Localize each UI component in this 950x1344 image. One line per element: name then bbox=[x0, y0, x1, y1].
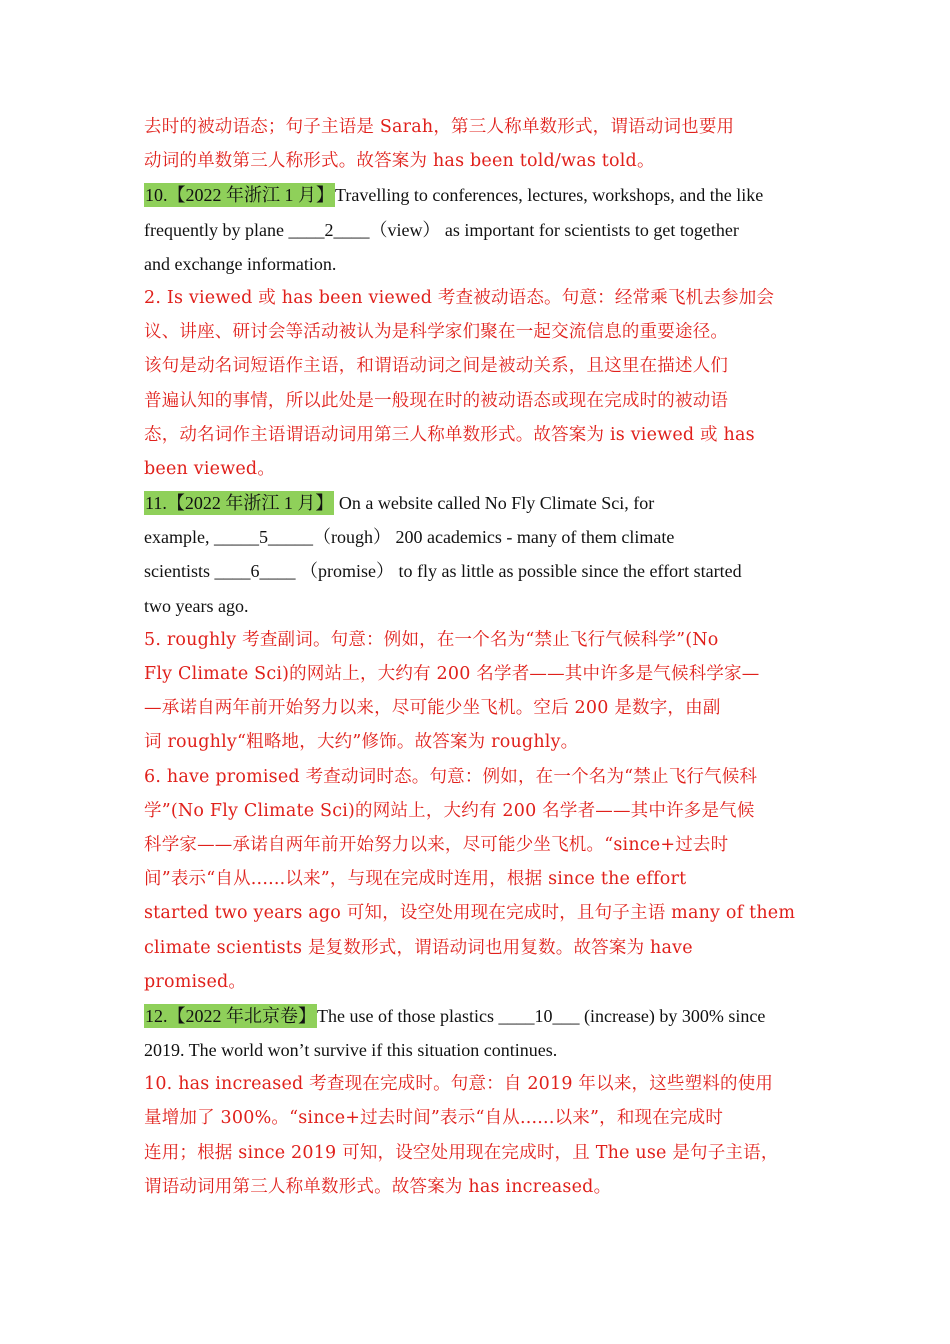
answer-explanation-line bbox=[144, 144, 810, 178]
question-source-tag: 11.【2022 年浙江 1 月】 bbox=[145, 493, 334, 514]
answer-explanation-line bbox=[144, 349, 810, 383]
line-text: Travelling to conferences, lectures, workshops, and the like bbox=[335, 185, 764, 206]
line-text: two years ago. bbox=[144, 595, 249, 616]
line-text: 2. Is viewed 或 has been viewed 考查被动语态。句意：经常乘飞机去参加会 bbox=[144, 287, 775, 308]
answer-explanation-line bbox=[144, 1136, 810, 1170]
question-line bbox=[144, 999, 810, 1033]
answer-explanation-line bbox=[144, 691, 810, 725]
line-text: started two years ago 可知，设空处用现在完成时，且句子主语 many of them bbox=[144, 903, 796, 924]
answer-explanation-line bbox=[144, 862, 810, 896]
line-text: promised。 bbox=[144, 971, 247, 992]
line-text: frequently by plane ____2____（view） as important for scientists to get together bbox=[144, 219, 739, 240]
line-text: and exchange information. bbox=[144, 253, 337, 274]
answer-explanation-line bbox=[144, 828, 810, 862]
line-text: 6. have promised 考查动词时态。句意：例如，在一个名为“禁止飞行气候科 bbox=[144, 766, 758, 787]
question-line bbox=[144, 1033, 810, 1067]
answer-explanation-line bbox=[144, 896, 810, 930]
answer-explanation-line bbox=[144, 1170, 810, 1204]
question-line bbox=[144, 178, 810, 212]
line-text: 2019. The world won’t survive if this situation continues. bbox=[144, 1040, 558, 1061]
line-text: 该句是动名词短语作主语，和谓语动词之间是被动关系，且这里在描述人们 bbox=[144, 356, 729, 377]
line-text: example, _____5_____（rough） 200 academics - many of them climate bbox=[144, 527, 675, 548]
answer-explanation-line bbox=[144, 657, 810, 691]
line-text: 态，动名词作主语谓语动词用第三人称单数形式。故答案为 is viewed 或 has bbox=[144, 424, 755, 445]
answer-explanation-line bbox=[144, 794, 810, 828]
question-line bbox=[144, 213, 810, 247]
answer-explanation-line bbox=[144, 384, 810, 418]
line-text: 连用；根据 since 2019 可知，设空处用现在完成时，且 The use 是句子主语， bbox=[144, 1142, 779, 1163]
answer-explanation-line bbox=[144, 110, 810, 144]
line-text: 动词的单数第三人称形式。故答案为 has been told/was told。 bbox=[144, 151, 655, 172]
line-text: 科学家——承诺自两年前开始努力以来，尽可能少坐飞机。“since+过去时 bbox=[144, 834, 729, 855]
line-text: 词 roughly“粗略地，大约”修饰。故答案为 roughly。 bbox=[144, 732, 579, 753]
line-text: 量增加了 300%。“since+过去时间”表示“自从......以来”，和现在完成时 bbox=[144, 1108, 724, 1129]
answer-explanation-line bbox=[144, 315, 810, 349]
line-text: climate scientists 是复数形式，谓语动词也用复数。故答案为 have bbox=[144, 937, 693, 958]
question-line bbox=[144, 486, 810, 520]
answer-explanation-line bbox=[144, 965, 810, 999]
line-text: The use of those plastics ____10___ (increase) by 300% since bbox=[317, 1005, 766, 1026]
answer-explanation-line bbox=[144, 623, 810, 657]
question-source-tag: 10.【2022 年浙江 1 月】 bbox=[145, 185, 334, 206]
line-text: 去时的被动语态；句子主语是 Sarah，第三人称单数形式，谓语动词也要用 bbox=[144, 117, 735, 137]
question-line bbox=[144, 247, 810, 281]
answer-explanation-line bbox=[144, 760, 810, 794]
answer-explanation-line bbox=[144, 1067, 810, 1101]
line-text: 5. roughly 考查副词。句意：例如，在一个名为“禁止飞行气候科学”(No bbox=[144, 629, 719, 650]
line-text: Fly Climate Sci)的网站上，大约有 200 名学者——其中许多是气候科学家— bbox=[144, 664, 760, 684]
line-text: 学”(No Fly Climate Sci)的网站上，大约有 200 名学者——其中许多是气候 bbox=[144, 800, 755, 821]
answer-explanation-line bbox=[144, 1101, 810, 1135]
answer-explanation-line bbox=[144, 931, 810, 965]
answer-explanation-line bbox=[144, 725, 810, 759]
line-text: 议、讲座、研讨会等活动被认为是科学家们聚在一起交流信息的重要途径。 bbox=[144, 322, 729, 343]
question-line bbox=[144, 589, 810, 623]
line-text: 10. has increased 考查现在完成时。句意：自 2019 年以来，这些塑料的使用 bbox=[144, 1074, 774, 1095]
line-text: On a website called No Fly Climate Sci, for bbox=[334, 493, 655, 514]
question-line bbox=[144, 520, 810, 554]
question-line bbox=[144, 554, 810, 588]
question-source-tag: 12.【2022 年北京卷】 bbox=[145, 1005, 316, 1026]
line-text: 间”表示“自从......以来”，与现在完成时连用，根据 since the effort bbox=[144, 869, 687, 890]
line-text: scientists ____6____ （promise） to fly as little as possible since the effort started bbox=[144, 561, 742, 582]
answer-explanation-line bbox=[144, 418, 810, 452]
line-text: 谓语动词用第三人称单数形式。故答案为 has increased。 bbox=[144, 1176, 612, 1197]
answer-explanation-line bbox=[144, 452, 810, 486]
line-text: —承诺自两年前开始努力以来，尽可能少坐飞机。空后 200 是数字，由副 bbox=[144, 698, 721, 719]
answer-explanation-line bbox=[144, 281, 810, 315]
line-text: 普遍认知的事情，所以此处是一般现在时的被动语态或现在完成时的被动语 bbox=[144, 390, 729, 411]
line-text: been viewed。 bbox=[144, 458, 276, 479]
document-body bbox=[144, 110, 810, 1204]
